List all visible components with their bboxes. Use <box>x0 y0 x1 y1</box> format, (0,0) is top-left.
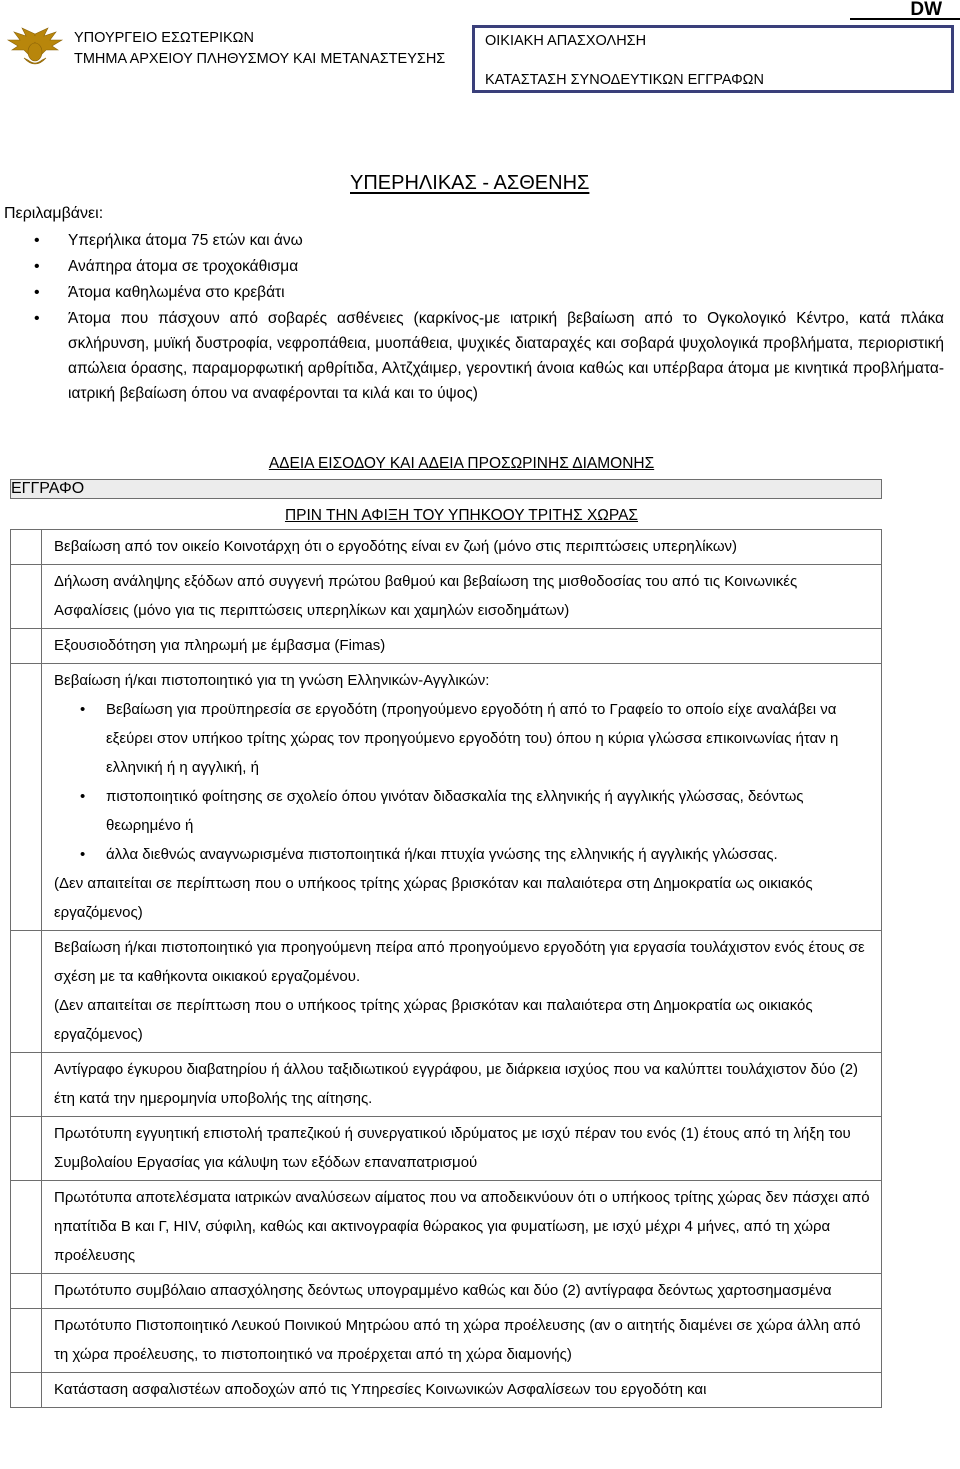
section-header-row <box>11 451 882 480</box>
check-box[interactable] <box>11 1181 42 1274</box>
row-text: Αντίγραφο έγκυρου διαβατηρίου ή άλλου ταξιδιωτικού εγγράφου, με διάρκεια ισχύος που να καλύπτει τουλάχιστον δύο (2) έτη κατά την ημερομηνία υποβολής της αίτησης. <box>42 1053 882 1117</box>
list-item: • Υπερήλικα άτομα 75 ετών και άνω <box>0 228 944 253</box>
row-text: Πρωτότυπο Πιστοποιητικό Λευκού Ποινικού Μητρώου από τη χώρα προέλευσης (αν ο αιτητής διαμένει σε χώρα άλλη από τη χώρα προέλευσης, το πιστοποιητικό να προέρχεται από τη χώρα διαμονής) <box>42 1309 882 1373</box>
table-row <box>11 1053 882 1117</box>
cyprus-coat-of-arms-icon <box>4 26 66 70</box>
page-title: ΥΠΕΡΗΛΙΚΑΣ - ΑΣΘΕΝΗΣ <box>350 172 590 194</box>
header-box <box>472 25 954 93</box>
experience-text: Βεβαίωση ή/και πιστοποιητικό για προηγούμενη πείρα από προηγούμενο εργοδότη για εργασία τουλάχιστον ενός έτους σε σχέση με τα καθήκοντα οικιακού εργαζομένου. <box>54 939 865 985</box>
list-item: • Άτομα που πάσχουν από σοβαρές ασθένειες (καρκίνος-με ιατρική βεβαίωση από το Ογκολογικό Κέντρο, κατά πλάκα σκλήρυνση, μυϊκή δυστροφία, νεφροπάθεια, μυοπάθεια, ψυχικές διαταραχές και σοβαρά ψυχολογικά προβλήματα, περιοριστική απώλεια όρασης, παραμορφωτική αρθρίτιδα, Αλτζχάιμερ, γεροντική άνοια καθώς και υπέρβαρα άτομα με κινητικά προβλήματα-ιατρική βεβαίωση όπου να αναφέρονται τα κιλά και το ύψος) <box>0 306 944 406</box>
list-item: • άλλα διεθνώς αναγνωρισμένα πιστοποιητικά ή/και πτυχία γνώσης της ελληνικής ή αγγλικής γλώσσας. <box>54 840 875 869</box>
language-row <box>42 664 882 931</box>
list-item: • Άτομα καθηλωμένα στο κρεβάτι <box>0 280 944 305</box>
check-box[interactable] <box>11 629 42 664</box>
experience-row <box>42 931 882 1053</box>
check-box[interactable] <box>11 1053 42 1117</box>
check-box[interactable] <box>11 1274 42 1309</box>
row-text: Βεβαίωση από τον οικείο Κοινοτάρχη ότι ο εργοδότης είναι εν ζωή (μόνο στις περιπτώσεις υπερηλίκων) <box>42 530 882 565</box>
table-row <box>11 1181 882 1274</box>
includes-list <box>0 228 944 407</box>
document-code: DW <box>850 0 960 20</box>
doc-label-row <box>11 480 882 499</box>
check-box[interactable] <box>11 565 42 629</box>
table-row <box>11 1117 882 1181</box>
documents-table <box>10 451 882 1408</box>
row-text: Πρωτότυπο συμβόλαιο απασχόλησης δεόντως υπογραμμένο καθώς και δύο (2) αντίγραφα δεόντως χαρτοσημασμένα <box>42 1274 882 1309</box>
employment-type: ΟΙΚΙΑΚΗ ΑΠΑΣΧΟΛΗΣΗ <box>485 33 647 49</box>
check-box[interactable] <box>11 931 42 1053</box>
table-row <box>11 931 882 1053</box>
row-text: Κατάσταση ασφαλιστέων αποδοχών από τις Υπηρεσίες Κοινωνικών Ασφαλίσεων του εργοδότη και <box>42 1373 882 1408</box>
row-text: Πρωτότυπα αποτελέσματα ιατρικών αναλύσεων αίματος που να αποδεικνύουν ότι ο υπήκοος τρίτης χώρας δεν πάσχει από ηπατίτιδα Β και Γ, HIV, σύφιλη, καθώς και ακτινογραφία θώρακος για φυματίωση, με ισχύ μέχρι 4 μήνες, από τη χώρα προέλευσης <box>42 1181 882 1274</box>
document-column-header: ΕΓΓΡΑΦΟ <box>11 480 882 499</box>
table-row <box>11 1274 882 1309</box>
language-note: (Δεν απαιτείται σε περίπτωση που ο υπήκοος τρίτης χώρας βρισκόταν και παλαιότερα στη Δημοκρατία ως οικιακός εργαζόμενος) <box>54 875 813 921</box>
check-box[interactable] <box>11 1309 42 1373</box>
table-row <box>11 1373 882 1408</box>
table-row <box>11 1309 882 1373</box>
section-title: ΑΔΕΙΑ ΕΙΣΟΔΟΥ ΚΑΙ ΑΔΕΙΑ ΠΡΟΣΩΡΙΝΗΣ ΔΙΑΜΟΝΗΣ <box>268 455 655 472</box>
list-item: • πιστοποιητικό φοίτησης σε σχολείο όπου γινόταν διδασκαλία της ελληνικής ή αγγλικής γλώσσας, δεόντως θεωρημένο ή <box>54 782 875 840</box>
table-row <box>11 565 882 629</box>
row-text: Πρωτότυπη εγγυητική επιστολή τραπεζικού ή συνεργατικού ιδρύματος με ισχύ πέραν του ενός (1) έτους από τη λήξη του Συμβολαίου Εργασίας για κάλυψη των εξόδων επαναπατρισμού <box>42 1117 882 1181</box>
document-status-title: ΚΑΤΑΣΤΑΣΗ ΣΥΝΟΔΕΥΤΙΚΩΝ ΕΓΓΡΑΦΩΝ <box>485 72 764 88</box>
subsection-row <box>11 499 882 530</box>
row-text: Εξουσιοδότηση για πληρωμή με έμβασμα (Fimas) <box>42 629 882 664</box>
row-text: Δήλωση ανάληψης εξόδων από συγγενή πρώτου βαθμού και βεβαίωση της μισθοδοσίας του από τις Κοινωνικές Ασφαλίσεις (μόνο για τις περιπτώσεις υπερηλίκων και χαμηλών εισοδημάτων) <box>42 565 882 629</box>
table-row <box>11 530 882 565</box>
language-options <box>54 695 875 869</box>
check-box[interactable] <box>11 1373 42 1408</box>
experience-note: (Δεν απαιτείται σε περίπτωση που ο υπήκοος τρίτης χώρας βρισκόταν και παλαιότερα στη Δημοκρατία ως οικιακός εργαζόμενος) <box>54 997 813 1043</box>
list-item: • Βεβαίωση για προϋπηρεσία σε εργοδότη (προηγούμενο εργοδότη ή από το Γραφείο το οποίο είχε αναλάβει να εξεύρει στον υπήκοο τρίτης χώρας τον προηγούμενο εργοδότη του) όπου η κύρια γλώσσα επικοινωνίας ήταν η ελληνική ή η αγγλική, ή <box>54 695 875 782</box>
check-box[interactable] <box>11 664 42 931</box>
table-row <box>11 629 882 664</box>
list-item: • Ανάπηρα άτομα σε τροχοκάθισμα <box>0 254 944 279</box>
language-intro: Βεβαίωση ή/και πιστοποιητικό για τη γνώση Ελληνικών-Αγγλικών: <box>54 672 490 689</box>
department-name: ΤΜΗΜΑ ΑΡΧΕΙΟΥ ΠΛΗΘΥΣΜΟΥ ΚΑΙ ΜΕΤΑΝΑΣΤΕΥΣΗΣ <box>74 51 446 67</box>
subsection-title: ΠΡΙΝ ΤΗΝ ΑΦΙΞΗ ΤΟΥ ΥΠΗΚΟΟΥ ΤΡΙΤΗΣ ΧΩΡΑΣ <box>42 499 882 530</box>
includes-heading: Περιλαμβάνει: <box>4 205 104 222</box>
check-box[interactable] <box>11 530 42 565</box>
check-box[interactable] <box>11 1117 42 1181</box>
table-row <box>11 664 882 931</box>
header-left <box>74 28 445 70</box>
ministry-name: ΥΠΟΥΡΓΕΙΟ ΕΣΩΤΕΡΙΚΩΝ <box>74 30 254 46</box>
